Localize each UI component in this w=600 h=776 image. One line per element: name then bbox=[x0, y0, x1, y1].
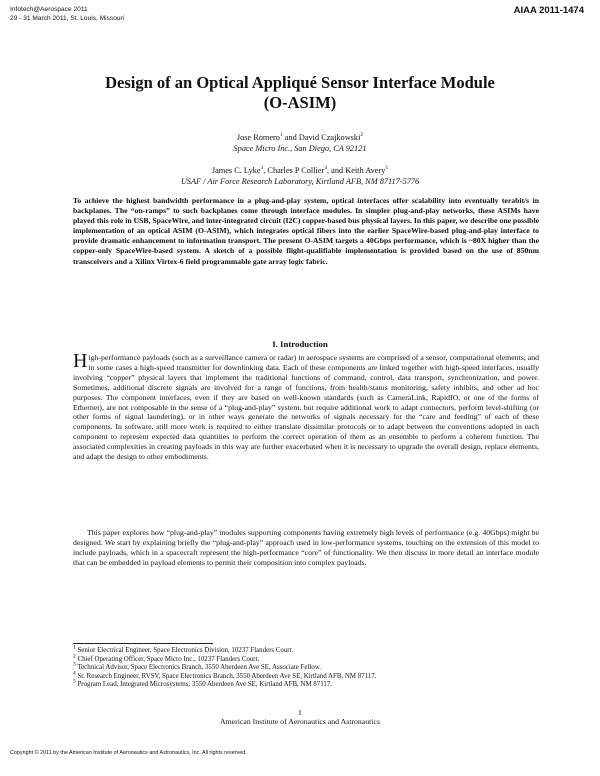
footnote-number: 5 bbox=[73, 678, 76, 685]
author-name: Keith Avery bbox=[345, 166, 386, 175]
author-group-1 bbox=[0, 132, 600, 154]
footnote bbox=[73, 670, 543, 682]
footnote-text: Technical Advisor, Space Electronics Branch, 3550 Aberdeen Ave SE, Associate Fellow. bbox=[75, 664, 321, 671]
author-line-2 bbox=[0, 165, 600, 176]
author-name: David Czajkowski bbox=[298, 133, 361, 142]
conference-info bbox=[10, 6, 124, 23]
abstract: To achieve the highest bandwidth performance in a plug-and-play system, optical interfaces offer scalability into eventually terabit/s in backplanes. The “on-ramps” to such backplanes come through interface modules. In simpler plug-and-play networks, these ASIMs have played this role in USB, SpaceWire, and inter-integrated circuit (I2C) copper-based bus physical layers. In this paper, we describe one possible implementation of an optical ASIM (O-ASIM), which integrates optical fibers into the earlier SpaceWire-based plug-and-play interface to provide dramatic enhancement to information transport. The present O-ASIM targets a 40Gbps performance, which is ~80X higher than the copper-only SpaceWire-based system. A sketch of a possible flight-qualifiable implementation is provided based on the use of 850nm transceivers and a Xilinx Virtex-6 field programmable gate array logic fabric. bbox=[73, 196, 539, 266]
footnote-number: 2 bbox=[73, 653, 76, 660]
footnote bbox=[73, 661, 543, 673]
author-name: Jose Romero bbox=[236, 133, 280, 142]
body-paragraph-2: This paper explores how “plug-and-play” modules supporting components having extremely high levels of performance (e.g. 40Gbps) might be designed. We start by explaining briefly the “plug-and-play” approach used in low-performance systems, touching on the extension of this model to include payloads, which in a spacecraft represent the high-performance “core” of functionality. We then discuss in more detail an interface module that can be embedded in payload elements to permit their composition into complex payloads. bbox=[73, 528, 539, 567]
footnote-ref: 1 bbox=[279, 132, 283, 139]
footnotes bbox=[73, 644, 543, 690]
conference-name: Infotech@Aerospace 2011 bbox=[10, 6, 88, 13]
page-title bbox=[0, 73, 600, 113]
paragraph-text: igh-performance payloads (such as a surveillance camera or radar) in aerospace systems are comprised of a sensor, computational elements, and in some cases a high-speed transmitter for downlinking data. Each of these components are linked together with high-speed interfaces, usually involving “copper” physical layers that implement the traditional functions of command, control, data transport, synchronization, and power. Sometimes, additional discrete signals are involved for a range of functions, from health/status monitoring, safety inhibits, and other ad hoc purposes. The component interfaces, even if they are based on well-known standards (such as CameraLink, RapidIO, or one of the forms of Ethernet), are not composable in the sense of a “plug-and-play” system, but require additional work to adapt connectors, perform level-shifting (or other forms of signal laundering), or in other ways generate the networks of signals necessary for the “care and feeding” of each of these components. In software, still more work is required to either translate dissimilar protocols or to adapt between the conventions adopted in each component to represent expected data quantities to perform the correct operation of them as an ensemble to perform a coherent function. The associated complexities in creating payloads in this way are further exacerbated when it is necessary to upgrade the overall design, replace elements, and adapt the design to other embodiments. bbox=[73, 353, 539, 462]
author-conjunction: and bbox=[282, 133, 299, 142]
affiliation: USAF / Air Force Research Laboratory, Kirtland AFB, NM 87117-5776 bbox=[180, 177, 420, 186]
paper-id: AIAA 2011-1474 bbox=[513, 5, 584, 16]
title-line-2: (O-ASIM) bbox=[263, 93, 337, 112]
copyright-notice: Copyright © 2011 by the American Institute of Aeronautics and Astronautics, Inc. All rights reserved. bbox=[10, 750, 247, 756]
footnote bbox=[73, 678, 543, 690]
footnote-ref: 2 bbox=[360, 132, 364, 139]
author-group-2 bbox=[0, 165, 600, 187]
author-separator: , and bbox=[327, 166, 346, 175]
author-name: Charles P Collier bbox=[267, 166, 325, 175]
drop-cap: H bbox=[73, 350, 88, 372]
footnote-ref: 3 bbox=[260, 165, 264, 172]
organization-footer: American Institute of Aeronautics and Astronautics bbox=[219, 717, 380, 726]
author-separator: , bbox=[263, 166, 268, 175]
affiliation: Space Micro Inc., San Diego, CA 92121 bbox=[233, 144, 367, 153]
footnote-ref: 4 bbox=[324, 165, 327, 172]
conference-dates-location: 29 - 31 March 2011, St. Louis, Missouri bbox=[10, 14, 125, 22]
footnote-ref: 5 bbox=[385, 165, 389, 172]
section-heading: I. Introduction bbox=[272, 339, 328, 349]
footnote-text: Program Lead, Integrated Microsystems, 3550 Aberdeen Ave SE, Kirtland AFB, NM 87117. bbox=[75, 681, 332, 688]
author-line-1 bbox=[0, 132, 600, 143]
author-name: James C. Lyke bbox=[211, 166, 261, 175]
footnote-text: Senior Electrical Engineer, Space Electronics Division, 10237 Flanders Court. bbox=[75, 647, 294, 654]
page-number: 1 bbox=[298, 708, 302, 717]
footnote-number: 4 bbox=[73, 670, 76, 677]
footnote-number: 1 bbox=[73, 644, 76, 651]
body-paragraph-1 bbox=[73, 350, 539, 462]
footnote bbox=[73, 653, 543, 665]
footnote-divider bbox=[73, 643, 213, 644]
footnote-number: 3 bbox=[73, 661, 76, 668]
footnote-text: Chief Operating Officer, Space Micro Inc., 10237 Flanders Court. bbox=[75, 655, 260, 663]
footnote bbox=[73, 644, 543, 656]
footnote-text: Sr. Research Engineer, RVSV, Space Electronics Branch, 3550 Aberdeen Ave SE, Kirtland AFB, NM 87117. bbox=[75, 672, 377, 680]
title-line-1: Design of an Optical Appliqué Sensor Interface Module bbox=[105, 73, 495, 92]
